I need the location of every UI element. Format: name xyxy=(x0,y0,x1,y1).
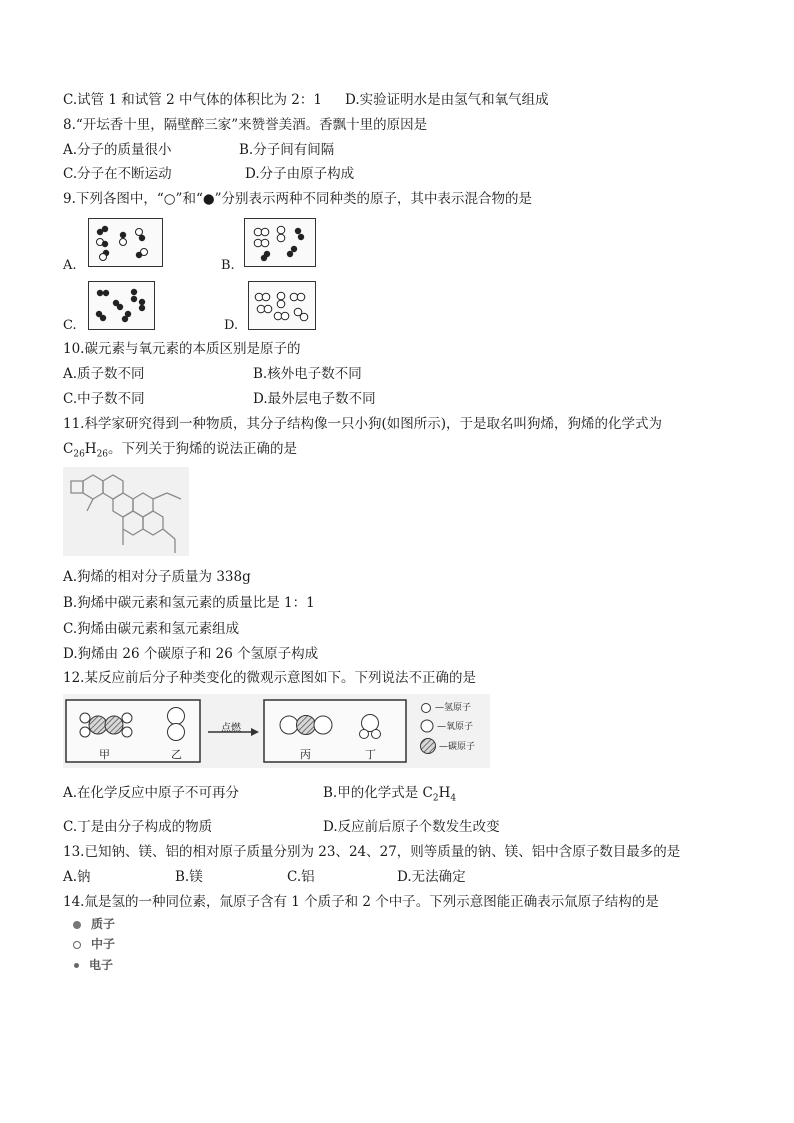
proton-icon xyxy=(73,921,81,929)
q13-option-a: A.钠 xyxy=(63,869,91,885)
dog-molecule-image xyxy=(63,467,189,556)
q8-option-a: A.分子的质量很小 xyxy=(63,142,172,158)
q11-option-a: A.狗烯的相对分子质量为 338g xyxy=(63,569,251,585)
q9-stem: 9.下列各图中，“○”和“●”分别表示两种不同种类的原子，其中表示混合物的是 xyxy=(63,191,533,207)
legend-proton: 质子 xyxy=(73,915,115,932)
q9-option-b-label: B. xyxy=(221,258,235,273)
legend-neutron: 中子 xyxy=(73,935,115,952)
label-yi: 乙 xyxy=(171,748,182,761)
q10-option-a: A.质子数不同 xyxy=(63,366,145,382)
q11-option-b: B.狗烯中碳元素和氢元素的质量比是 1：1 xyxy=(63,595,315,611)
q9-option-a-label: A. xyxy=(63,258,77,273)
label-jia: 甲 xyxy=(99,748,110,761)
q13-option-b: B.镁 xyxy=(175,869,203,885)
q8-option-d: D.分子由原子构成 xyxy=(245,166,355,182)
q12-stem: 12.某反应前后分子种类变化的微观示意图如下。下列说法不正确的是 xyxy=(63,670,476,686)
q11-stem-line1: 11.科学家研究得到一种物质，其分子结构像一只小狗(如图所示)，于是取名叫狗烯，狗烯的化学式为 xyxy=(63,416,663,432)
q10-option-d: D.最外层电子数不同 xyxy=(253,391,376,407)
q12-option-a: A.在化学反应中原子不可再分 xyxy=(63,785,240,801)
q10-option-b: B.核外电子数不同 xyxy=(253,366,362,382)
q12-option-c: C.丁是由分子构成的物质 xyxy=(63,819,213,835)
q9-diagram-a xyxy=(88,218,163,267)
q13-option-d: D.无法确定 xyxy=(397,869,466,885)
q9-option-c-label: C. xyxy=(63,318,77,333)
legend-hydrogen: —氢原子 xyxy=(435,703,472,713)
q8-option-b: B.分子间有间隔 xyxy=(239,142,335,158)
q11-option-c: C.狗烯由碳元素和氢元素组成 xyxy=(63,621,240,637)
label-ding: 丁 xyxy=(365,748,376,761)
legend-carbon: —碳原子 xyxy=(439,742,476,752)
q9-option-d-label: D. xyxy=(224,318,239,333)
q7-option-c: C.试管 1 和试管 2 中气体的体积比为 2：1 xyxy=(63,92,322,108)
label-ignite: 点燃 xyxy=(221,723,241,734)
q11-option-d: D.狗烯由 26 个碳原子和 26 个氢原子构成 xyxy=(63,646,319,662)
q9-diagram-d xyxy=(248,281,316,330)
reaction-diagram xyxy=(63,694,490,768)
q9-diagram-c xyxy=(88,281,155,330)
q14-stem: 14.氚是氢的一种同位素，氚原子含有 1 个质子和 2 个中子。下列示意图能正确表示氚原子结构的是 xyxy=(63,894,659,910)
q13-option-c: C.铝 xyxy=(287,869,315,885)
legend-electron: 电子 xyxy=(73,956,113,973)
q8-option-c: C.分子在不断运动 xyxy=(63,166,172,182)
q12-option-b: B.甲的化学式是 $C_2H_4$ xyxy=(323,785,457,804)
label-bing: 丙 xyxy=(300,748,311,761)
legend-oxygen: —氧原子 xyxy=(437,722,474,732)
q13-stem: 13.已知钠、镁、铝的相对原子质量分别为 23、24、27，则等质量的钠、镁、铝中含原子数目最多的是 xyxy=(63,844,681,860)
q11-stem-line2: $C_{26}H_{26}$。下列关于狗烯的说法正确的是 xyxy=(63,441,298,460)
q8-stem: 8.“开坛香十里，隔壁醉三家”来赞誉美酒。香飘十里的原因是 xyxy=(63,117,428,133)
q9-diagram-b xyxy=(244,218,316,267)
q10-option-c: C.中子数不同 xyxy=(63,391,145,407)
neutron-icon xyxy=(73,941,81,949)
electron-icon xyxy=(74,963,79,968)
q12-option-d: D.反应前后原子个数发生改变 xyxy=(323,819,500,835)
q7-option-d: D.实验证明水是由氢气和氧气组成 xyxy=(345,92,549,108)
q10-stem: 10.碳元素与氧元素的本质区别是原子的 xyxy=(63,341,301,357)
